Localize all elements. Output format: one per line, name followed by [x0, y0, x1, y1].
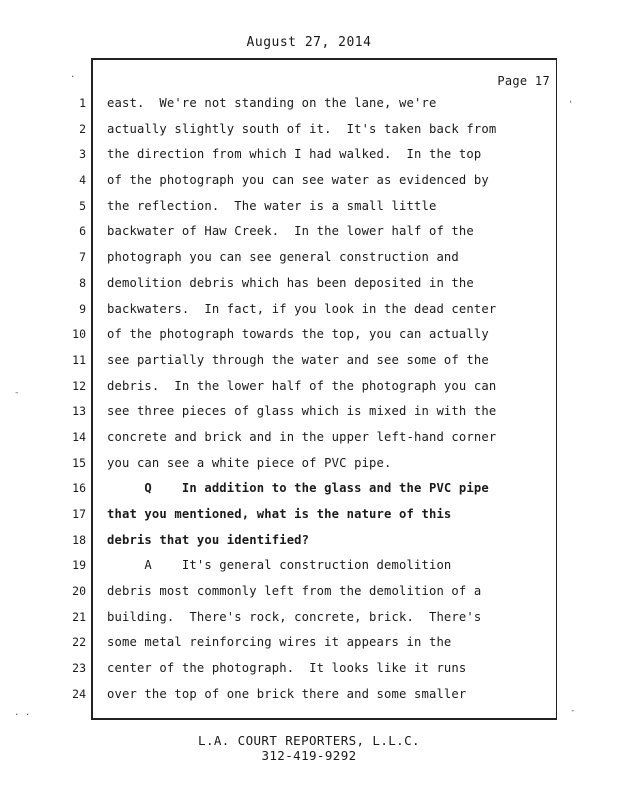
transcript-date: August 27, 2014 [246, 35, 372, 50]
question-line: debris that you identified? [107, 532, 310, 547]
transcript-line: concrete and brick and in the upper left-hand corner [107, 429, 497, 444]
line-number: 7 [79, 250, 86, 265]
line-number: 18 [72, 532, 86, 547]
scan-mark: . . [14, 708, 31, 718]
line-number: 12 [72, 378, 86, 393]
question-line: that you mentioned, what is the nature of this [107, 507, 452, 521]
transcript-line: demolition debris which has been deposited in the [107, 275, 474, 290]
line-number: 22 [72, 635, 86, 650]
transcript-line: actually slightly south of it. It's taken back from [107, 121, 497, 136]
transcript-line: the reflection. The water is a small little [107, 198, 437, 213]
scan-mark: ' [568, 100, 574, 110]
transcript-line: center of the photograph. It looks like it runs [107, 661, 467, 676]
line-number-column [62, 95, 86, 712]
court-reporter-name: L.A. COURT REPORTERS, L.L.C. [198, 733, 420, 748]
line-number: 23 [72, 661, 86, 676]
line-number: 14 [72, 429, 86, 444]
line-number: 5 [79, 198, 86, 213]
transcript-line: photograph you can see general construction and [107, 250, 459, 265]
line-number: 2 [79, 121, 86, 136]
transcript-line: some metal reinforcing wires it appears in the [107, 635, 452, 650]
transcript-line: backwater of Haw Creek. In the lower half of the [107, 224, 474, 239]
transcript-line: see three pieces of glass which is mixed in with the [107, 404, 497, 419]
footer [0, 733, 618, 763]
line-number: 1 [79, 96, 86, 110]
scan-mark: - [570, 706, 576, 716]
line-number: 16 [72, 481, 86, 496]
line-number: 17 [72, 507, 86, 521]
transcript-line: over the top of one brick there and some smaller [107, 686, 467, 701]
transcript-line: building. There's rock, concrete, brick. There's [107, 609, 482, 624]
transcript-line: of the photograph you can see water as evidenced by [107, 173, 489, 188]
transcript-line: see partially through the water and see some of the [107, 352, 489, 367]
line-number: 6 [79, 224, 86, 239]
page-number: Page 17 [497, 74, 550, 88]
transcript-line: the direction from which I had walked. In the top [107, 147, 482, 162]
line-number: 11 [72, 352, 86, 367]
transcript-line: debris. In the lower half of the photograph you can [107, 378, 497, 393]
line-number: 19 [72, 558, 86, 573]
scan-mark: - [14, 388, 20, 398]
transcript-line: backwaters. In fact, if you look in the dead center [107, 301, 497, 316]
transcript-line: of the photograph towards the top, you can actually [107, 327, 489, 342]
line-number: 21 [72, 609, 86, 624]
line-number: 24 [72, 686, 86, 701]
line-number: 8 [79, 275, 86, 290]
line-number: 15 [72, 455, 86, 470]
line-number: 4 [79, 173, 86, 188]
question-line: Q In addition to the glass and the PVC pipe [107, 481, 489, 496]
line-number: 10 [72, 327, 86, 342]
line-number: 20 [72, 584, 86, 599]
transcript-line: east. We're not standing on the lane, we're [107, 96, 437, 110]
line-number: 9 [79, 301, 86, 316]
court-reporter-phone: 312-419-9292 [261, 748, 357, 763]
transcript-line: A It's general construction demolition [107, 558, 452, 573]
transcript-line: debris most commonly left from the demolition of a [107, 584, 482, 599]
line-number: 13 [72, 404, 86, 419]
transcript-line: you can see a white piece of PVC pipe. [107, 455, 392, 470]
transcript-body [107, 95, 547, 712]
scan-mark: . [70, 70, 76, 80]
line-number: 3 [79, 147, 86, 162]
